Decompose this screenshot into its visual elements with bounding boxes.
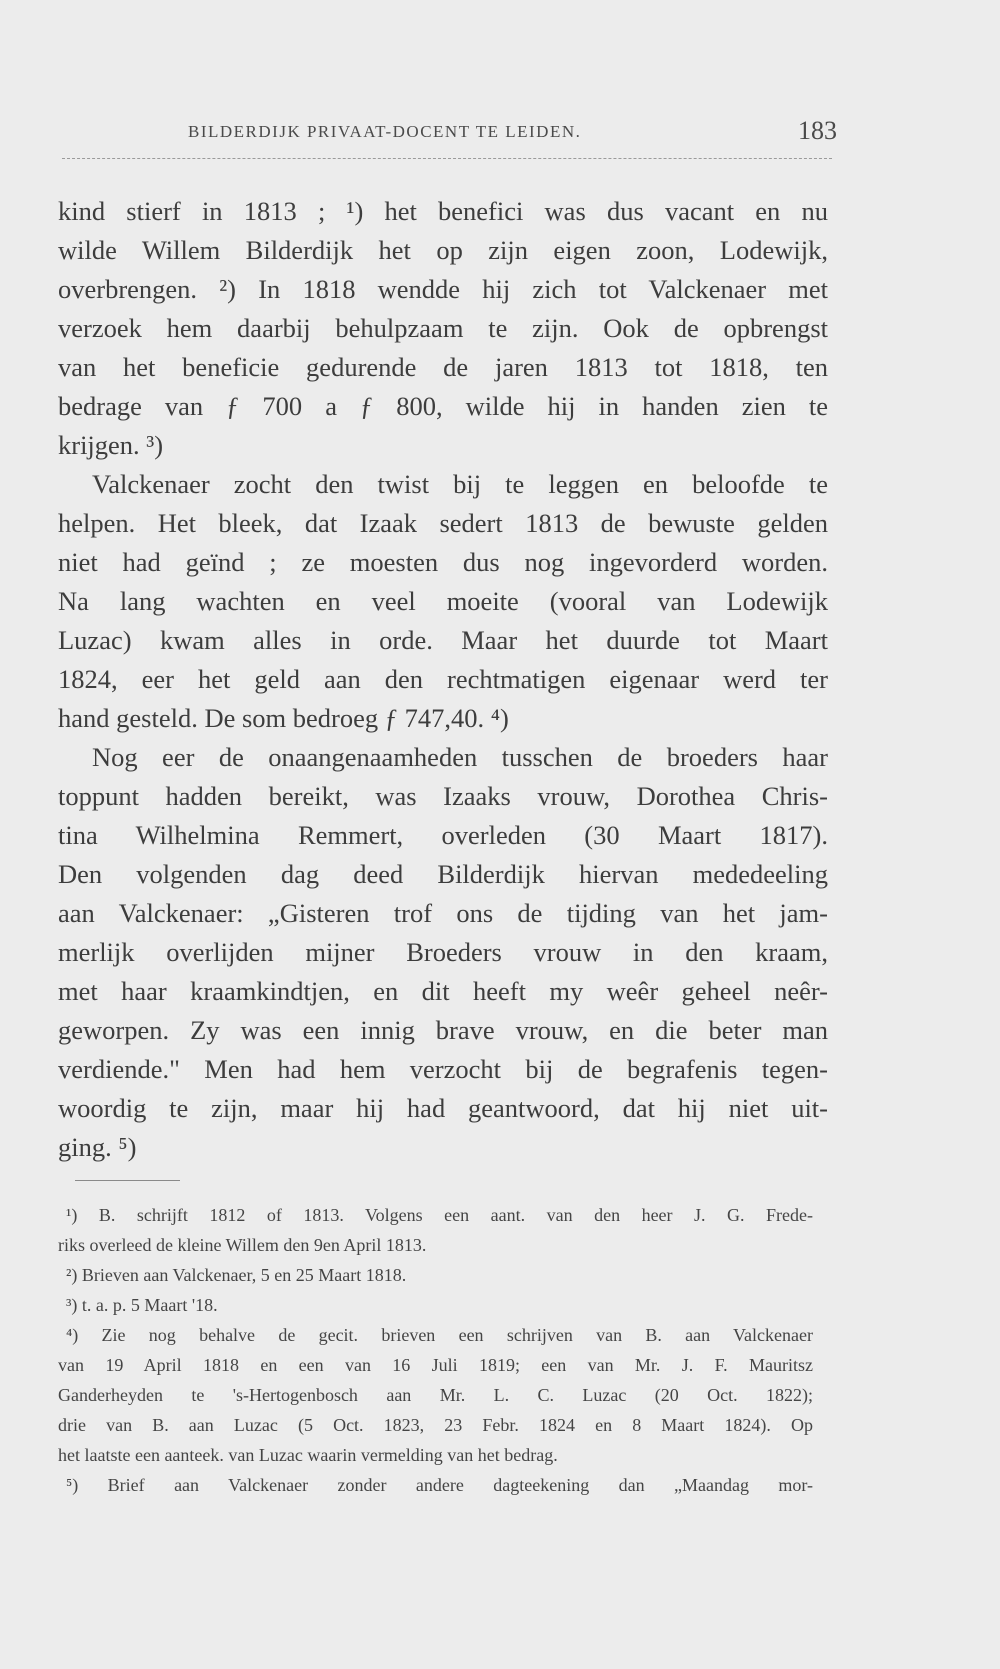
body-line: Den volgenden dag deed Bilderdijk hiervan mededeeling: [58, 859, 828, 889]
body-line: Valckenaer zocht den twist bij te leggen en beloofde te: [92, 469, 828, 499]
body-line: van het beneficie gedurende de jaren 1813 tot 1818, ten: [58, 352, 828, 382]
running-head: [60, 116, 845, 146]
body-line: verzoek hem daarbij behulpzaam te zijn. Ook de opbrengst: [58, 313, 828, 343]
footnote-line: van 19 April 1818 en een van 16 Juli 1819; een van Mr. J. F. Mauritsz: [58, 1355, 813, 1375]
body-line: kind stierf in 1813 ; ¹) het benefici was dus vacant en nu: [58, 196, 828, 226]
body-line: merlijk overlijden mijner Broeders vrouw in den kraam,: [58, 937, 828, 967]
footnote-line: ⁴) Zie nog behalve de gecit. brieven een schrijven van B. aan Valckenaer: [66, 1325, 813, 1345]
running-title: BILDERDIJK PRIVAAT-DOCENT TE LEIDEN.: [188, 122, 582, 141]
page-number: 183: [798, 116, 837, 145]
body-line: met haar kraamkindtjen, en dit heeft my weêr geheel neêr-: [58, 976, 828, 1006]
footnote-line: riks overleed de kleine Willem den 9en April 1813.: [58, 1235, 427, 1255]
body-line: helpen. Het bleek, dat Izaak sedert 1813 de bewuste gelden: [58, 508, 828, 538]
footnote-line: drie van B. aan Luzac (5 Oct. 1823, 23 Febr. 1824 en 8 Maart 1824). Op: [58, 1415, 813, 1435]
footnote-rule: [75, 1180, 180, 1181]
body-line: Na lang wachten en veel moeite (vooral van Lodewijk: [58, 586, 828, 616]
body-line: woordig te zijn, maar hij had geantwoord, dat hij niet uit-: [58, 1093, 828, 1123]
body-line: 1824, eer het geld aan den rechtmatigen eigenaar werd ter: [58, 664, 828, 694]
header-rule: [62, 158, 832, 159]
body-line: geworpen. Zy was een innig brave vrouw, en die beter man: [58, 1015, 828, 1045]
body-text: [58, 192, 828, 1167]
footnotes: [58, 1200, 813, 1500]
body-line: wilde Willem Bilderdijk het op zijn eigen zoon, Lodewijk,: [58, 235, 828, 265]
footnote-line: ¹) B. schrijft 1812 of 1813. Volgens een aant. van den heer J. G. Frede-: [66, 1205, 813, 1225]
body-line: tina Wilhelmina Remmert, overleden (30 Maart 1817).: [58, 820, 828, 850]
body-line: niet had geïnd ; ze moesten dus nog ingevorderd worden.: [58, 547, 828, 577]
body-line: overbrengen. ²) In 1818 wendde hij zich tot Valckenaer met: [58, 274, 828, 304]
body-line: aan Valckenaer: „Gisteren trof ons de tijding van het jam-: [58, 898, 828, 928]
body-line: Luzac) kwam alles in orde. Maar het duurde tot Maart: [58, 625, 828, 655]
body-line: hand gesteld. De som bedroeg ƒ 747,40. ⁴): [58, 703, 509, 733]
body-line: ging. ⁵): [58, 1132, 137, 1162]
body-line: Nog eer de onaangenaamheden tusschen de broeders haar: [92, 742, 828, 772]
body-line: krijgen. ³): [58, 430, 164, 460]
footnote-line: Ganderheyden te 's-Hertogenbosch aan Mr. L. C. Luzac (20 Oct. 1822);: [58, 1385, 813, 1405]
footnote-line: ³) t. a. p. 5 Maart '18.: [66, 1295, 218, 1315]
body-line: verdiende." Men had hem verzocht bij de begrafenis tegen-: [58, 1054, 828, 1084]
body-line: bedrage van ƒ 700 a ƒ 800, wilde hij in handen zien te: [58, 391, 828, 421]
body-line: toppunt hadden bereikt, was Izaaks vrouw, Dorothea Chris-: [58, 781, 828, 811]
footnote-line: ²) Brieven aan Valckenaer, 5 en 25 Maart 1818.: [66, 1265, 407, 1285]
footnote-line: het laatste een aanteek. van Luzac waarin vermelding van het bedrag.: [58, 1445, 558, 1465]
footnote-line: ⁵) Brief aan Valckenaer zonder andere dagteekening dan „Maandag mor-: [66, 1475, 813, 1495]
